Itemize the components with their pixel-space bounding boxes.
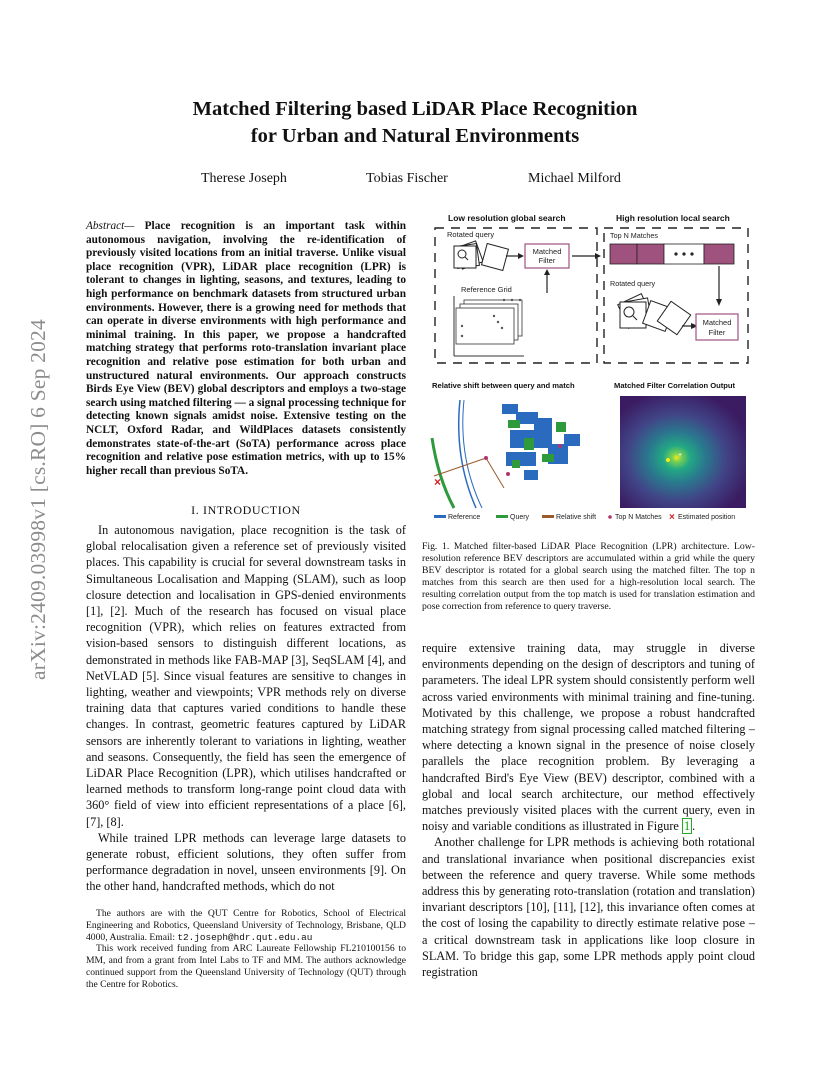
legend-top-n: Top N Matches: [615, 514, 662, 521]
matched-filter-local-line2: Filter: [708, 328, 726, 337]
author-1: Therese Joseph: [201, 171, 287, 186]
author-3: Michael Milford: [528, 171, 621, 186]
right-paragraph-2: Another challenge for LPR methods is achieving both rotational and translational invariance when positional discrepancies exist between the reference and query traverse. While some methods address this by generating roto-translation (rotation and translation) invariant descriptors [10], [11], [12], this invariance often comes at the cost of losing the capability to directly estimate relative pose – a critical downstream task in applications like loop closure in SLAM. To bridge this gap, some LPR methods apply point cloud registration: [422, 835, 755, 980]
reference-grid-label: Reference Grid: [461, 285, 512, 294]
abstract-label: Abstract—: [86, 220, 135, 232]
footnote-affiliation: [86, 908, 406, 943]
abstract: [86, 220, 406, 478]
right-column-text: [422, 640, 755, 980]
rotated-query-label: Rotated query: [447, 230, 495, 239]
intro-paragraph-2: While trained LPR methods can leverage large datasets to generate robust, efficient solutions, they often suffer from performance degradation in novel, unseen environments [9]. On the other hand, handcrafted methods, which do not: [86, 830, 406, 894]
relative-shift-plot: [428, 396, 608, 508]
matched-filter-global-line2: Filter: [538, 256, 556, 265]
left-column-text: [86, 522, 406, 895]
rotated-query-label-2: Rotated query: [610, 279, 656, 288]
top-n-label: Top N Matches: [610, 231, 658, 240]
reference-grid-icon: [456, 299, 522, 344]
abstract-text: Place recognition is an important task within autonomous navigation, involving the re-identification of previously visited locations from an initial traverse. Unlike visual place recognition (VPR), LiDAR place recognition (LPR) is tolerant to changes in lighting, seasons, and textures, leading to high performance on benchmark datasets from structured urban environments. However, there is a growing need for methods that can operate in diverse environments with high performance and minimal training. In this paper, we propose a handcrafted matching strategy that performs roto-translation invariant place recognition and relative pose estimation for both urban and unstructured natural environments. Our approach constructs Birds Eye View (BEV) global descriptors and employs a two-stage search using matched filtering — a signal processing technique for detecting known signals amidst noise. Extensive testing on the NCLT, Oxford Radar, and WildPlaces datasets consistently demonstrates state-of-the-art (SoTA) performance across place recognition and relative pose estimation metrics, with up to 15% higher recall than previous SoTA.: [86, 220, 406, 477]
global-search-title: Low resolution global search: [448, 213, 566, 223]
right-paragraph-1-end: .: [692, 819, 696, 834]
footnote: [86, 908, 406, 991]
svg-text:×: ×: [669, 512, 675, 523]
matched-filter-global-line1: Matched: [532, 247, 562, 256]
footnote-affiliation-text: The authors are with the QUT Centre for Robotics, School of Electrical Engineering and Robotics, Queensland University of Technology, Brisbane, QLD 4000, Australia. Email:: [86, 908, 406, 943]
legend-reference: Reference: [448, 514, 481, 521]
legend-query: Query: [510, 514, 530, 521]
figure-1-caption: Fig. 1. Matched filter-based LiDAR Place Recognition (LPR) architecture. Low-resolution reference BEV descriptors are accumulated within a grid while the query BEV descriptor is rotated for a global search using the matched filter. The top n matches from this search are then used for a high-resolution local search. The resulting correlation output from the top match is used for translation estimation and pose correction from reference to query traverse.: [422, 541, 755, 612]
footnote-email[interactable]: t2.joseph@hdr.qut.edu.au: [177, 931, 313, 943]
arxiv-identifier: arXiv:2409.03998v1 [cs.RO] 6 Sep 2024: [26, 319, 50, 680]
section-heading-introduction: I. INTRODUCTION: [191, 503, 301, 517]
figure-1-diagram: [424, 208, 758, 530]
author-2: Tobias Fischer: [366, 171, 448, 186]
correlation-output-title: Matched Filter Correlation Output: [614, 381, 736, 390]
figure-legend: [434, 512, 735, 523]
local-search-title: High resolution local search: [616, 213, 730, 223]
legend-relative-shift: Relative shift: [556, 514, 597, 521]
intro-paragraph-1: In autonomous navigation, place recognition is the task of global relocalisation given a reference set of previously visited places. This capability is crucial for several downstream tasks in Simultaneous Localisation and Mapping (SLAM), such as loop closure detection and localisation in GPS-denied environments [1], [2]. Much of the research has focused on visual place recognition (VPR), which relies on features extracted from vision-based sensors to distinguish different locations, as demonstrated in methods like FAB-MAP [3], SeqSLAM [4], and NetVLAD [5]. Since visual features are sensitive to changes in lighting, weather and viewpoints; VPR methods rely on diverse training data that captures varied conditions to handle these changes. In contrast, geometric features captured by LiDAR sensors are inherently tolerant to variations in lighting, weather and seasons. Consequently, the field has seen the emergence of LiDAR Place Recognition (LPR), which utilises handcrafted or learned methods to transform long-range point cloud data with 360° field of view into efficient representations of a place [6], [7], [8].: [86, 523, 406, 829]
relative-shift-title: Relative shift between query and match: [432, 381, 575, 390]
title-line-1: Matched Filtering based LiDAR Place Recognition: [192, 98, 638, 120]
legend-estimated-position: Estimated position: [678, 514, 736, 521]
top-n-match-bar: [610, 244, 734, 264]
rotated-query-stack: [454, 241, 508, 271]
matched-filter-local-line1: Matched: [702, 318, 732, 327]
right-paragraph-1-text: require extensive training data, may struggle in diverse environments depending on the design of descriptors and tuning of parameters. The ideal LPR system should consistently perform well across varied environments with minimal training and fine-tuning. Motivated by this challenge, we propose a robust handcrafted matching strategy from signal processing called matched filtering – where detecting a known signal in the presence of noise closely parallels the place recognition problem. By leveraging a handcrafted Bird's Eye View (BEV) descriptor, combined with a global and local search architecture, our method effectively matches previously visited places with the current query, even in noisy and variable conditions as illustrated in Figure: [422, 641, 755, 834]
rotated-query-fan: [618, 294, 691, 335]
paper-title: [100, 96, 730, 150]
figure-1-link[interactable]: 1: [683, 819, 691, 834]
footnote-funding: This work received funding from ARC Laureate Fellowship FL210100156 to MM, and from a grant from Intel Labs to TF and MM. The authors acknowledge continued support from the Queensland University of Technology (QUT) through the Centre for Robotics.: [86, 943, 406, 990]
title-line-2: for Urban and Natural Environments: [250, 125, 580, 147]
svg-text:+: +: [678, 452, 683, 459]
figure-1: [424, 208, 758, 530]
estimated-position-marker: ×: [434, 475, 442, 489]
correlation-heatmap: [620, 396, 746, 508]
right-paragraph-1: [422, 640, 755, 834]
